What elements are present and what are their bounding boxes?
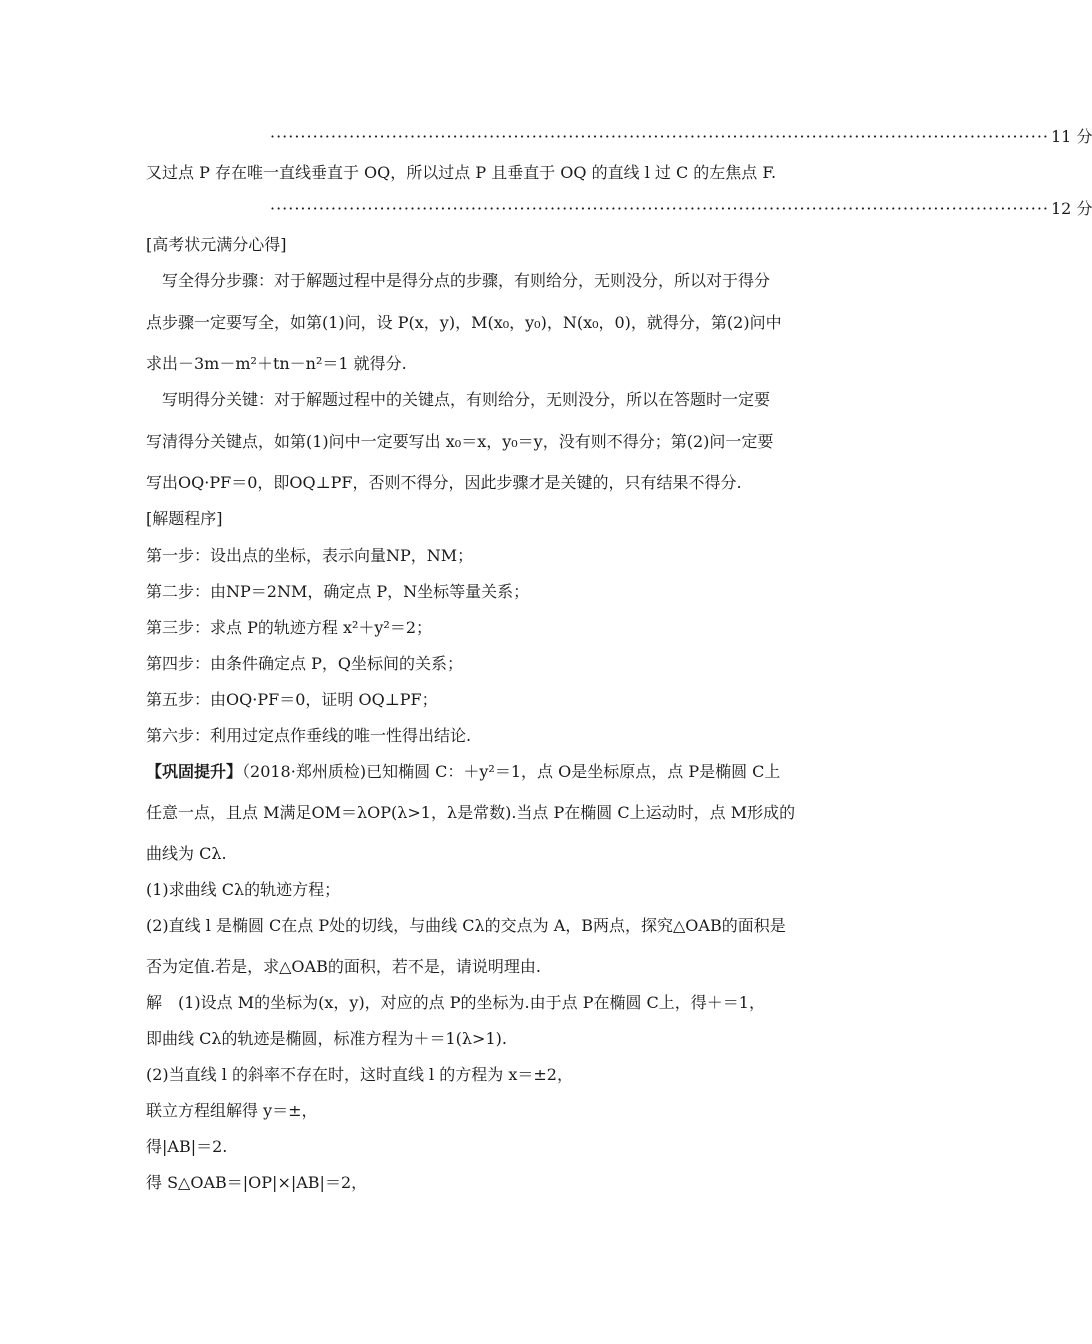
solution-line: 得|AB|＝2.	[146, 1137, 228, 1156]
leader-dots: ································································································································	[270, 127, 1049, 146]
solution-line: 得 S△OAB＝|OP|×|AB|＝2，	[146, 1173, 368, 1192]
section-heading-tips: [高考状元满分心得]	[146, 235, 287, 254]
solution-line: 解 (1)设点 M的坐标为(x，y)，对应的点 P的坐标为.由于点 P在椭圆 C上，得＋＝1，	[146, 993, 765, 1012]
score-line-12	[270, 198, 1092, 220]
procedure-step: 第一步：设出点的坐标，表示向量NP，NM；	[146, 546, 474, 565]
question-1: (1)求曲线 Cλ的轨迹方程；	[146, 880, 341, 899]
solution-line: 联立方程组解得 y＝±，	[146, 1101, 318, 1120]
paragraph-line: 写出OQ·PF＝0，即OQ⊥PF，否则不得分，因此步骤才是关键的，只有结果不得分.	[146, 473, 742, 492]
exercise-text: （2018·郑州质检)已知椭圆 C：＋y²＝1，点 O是坐标原点，点 P是椭圆 C上	[242, 762, 781, 781]
procedure-step: 第三步：求点 P的轨迹方程 x²＋y²＝2；	[146, 618, 433, 637]
paragraph-line: 写明得分关键：对于解题过程中的关键点，有则给分，无则没分，所以在答题时一定要	[162, 390, 771, 409]
paragraph-line: 求出－3m－m²＋tn－n²＝1 就得分.	[146, 354, 407, 373]
procedure-step: 第六步：利用过定点作垂线的唯一性得出结论.	[146, 726, 472, 745]
question-2-cont: 否为定值.若是，求△OAB的面积，若不是，请说明理由.	[146, 957, 541, 976]
exercise-line	[146, 761, 780, 783]
solution-conclusion-line: 又过点 P 存在唯一直线垂直于 OQ，所以过点 P 且垂直于 OQ 的直线 l 过 C 的左焦点 F.	[146, 163, 777, 182]
procedure-step: 第四步：由条件确定点 P，Q坐标间的关系；	[146, 654, 463, 673]
leader-dots: ································································································································	[270, 199, 1049, 218]
paragraph-line: 写清得分关键点，如第(1)问中一定要写出 x₀＝x，y₀＝y，没有则不得分；第(2)问一定要	[146, 432, 774, 451]
exercise-tag: 【巩固提升】	[146, 762, 243, 781]
exercise-line: 任意一点，且点 M满足OM＝λOP(λ>1，λ是常数).当点 P在椭圆 C上运动时，点 M形成的	[146, 803, 796, 822]
score-points: 12 分	[1051, 199, 1092, 218]
paragraph-line: 写全得分步骤：对于解题过程中是得分点的步骤，有则给分，无则没分，所以对于得分	[162, 271, 771, 290]
score-points: 11 分	[1051, 127, 1092, 146]
procedure-step: 第二步：由NP＝2NM，确定点 P，N坐标等量关系；	[146, 582, 530, 601]
paragraph-line: 点步骤一定要写全，如第(1)问，设 P(x，y)，M(x₀，y₀)，N(x₀，0)，就得分，第(2)问中	[146, 313, 782, 332]
exercise-line: 曲线为 Cλ.	[146, 844, 227, 863]
question-2: (2)直线 l 是椭圆 C在点 P处的切线，与曲线 Cλ的交点为 A，B两点，探究△OAB的面积是	[146, 916, 786, 935]
section-heading-procedure: [解题程序]	[146, 509, 223, 528]
solution-line: 即曲线 Cλ的轨迹是椭圆，标准方程为＋＝1(λ>1).	[146, 1029, 507, 1048]
procedure-step: 第五步：由OQ·PF＝0，证明 OQ⊥PF；	[146, 690, 438, 709]
solution-line: (2)当直线 l 的斜率不存在时，这时直线 l 的方程为 x＝±2，	[146, 1065, 573, 1084]
score-line-11	[270, 126, 1092, 148]
